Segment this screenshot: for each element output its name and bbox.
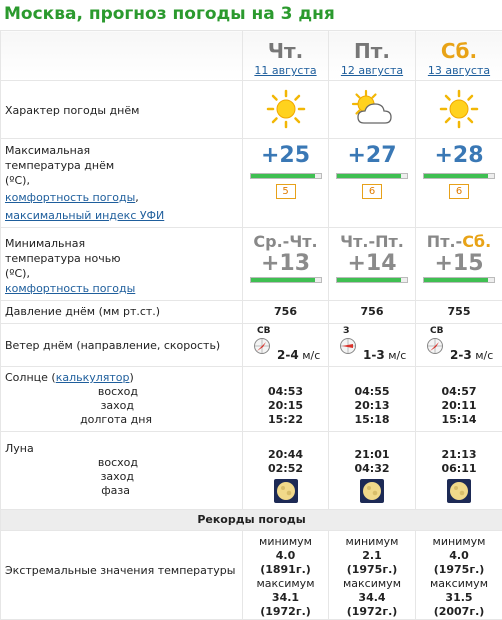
- sunset-time: 20:13: [329, 399, 415, 413]
- max-temp-cell-0: [243, 139, 329, 228]
- moon-cell-0: [243, 432, 329, 510]
- moon-phase-icon: [274, 479, 298, 503]
- max-temp-value: +27: [329, 143, 415, 169]
- moon-times: [416, 448, 502, 476]
- wind-direction: З: [343, 326, 349, 336]
- row-label-pressure: Давление днём (мм рт.ст.): [1, 301, 243, 324]
- day-date-link[interactable]: 13 августа: [416, 63, 502, 79]
- moon-times: [329, 448, 415, 476]
- daylength-value: 15:14: [416, 413, 502, 427]
- page-title: Москва, прогноз погоды на 3 дня: [4, 4, 335, 24]
- comfort-bar-night: [250, 277, 322, 283]
- day-name: Пт.: [329, 39, 415, 63]
- moonset-label: заход: [5, 470, 238, 484]
- wind-direction: СВ: [430, 326, 443, 336]
- day-header-1: [329, 31, 416, 81]
- min-temp-cell-0: [243, 228, 329, 301]
- day-name: Сб.: [416, 39, 502, 63]
- wind-direction: СВ: [257, 326, 270, 336]
- day-date-link[interactable]: 12 августа: [329, 63, 415, 79]
- min-temp-label: Минимальная температура ночью (ºC),: [5, 236, 140, 281]
- day-date-link[interactable]: 11 августа: [243, 63, 328, 79]
- sunset-time: 20:15: [243, 399, 328, 413]
- wind-cell-0: [243, 324, 329, 367]
- night-span: Чт.-Пт.: [329, 232, 415, 252]
- record-max-value: 34.1: [272, 591, 299, 604]
- min-temp-value: +14: [329, 252, 415, 276]
- comfort-bar: [423, 173, 495, 179]
- wind-compass-icon: [426, 337, 444, 355]
- moonrise-label: восход: [5, 456, 238, 470]
- moon-label: Луна: [5, 442, 238, 456]
- record-min-label: минимум: [416, 535, 502, 549]
- comfort-bar-fill: [251, 174, 315, 178]
- record-cell-0: [243, 531, 329, 620]
- record-cell-1: [329, 531, 416, 620]
- daylength-label: долгота дня: [5, 413, 238, 427]
- comfort-bar-fill: [424, 174, 488, 178]
- wind-cell-1: [329, 324, 416, 367]
- sun-icon: [439, 89, 479, 129]
- min-temp-value: +15: [416, 252, 502, 276]
- record-min-label: минимум: [329, 535, 415, 549]
- pressure-value: 756: [329, 301, 416, 324]
- max-temp-cell-1: [329, 139, 416, 228]
- min-temp-value: +13: [243, 252, 328, 276]
- wind-cell-2: [416, 324, 502, 367]
- comfort-bar-night: [423, 277, 495, 283]
- daylength-value: 15:22: [243, 413, 328, 427]
- wind-compass-icon: [253, 337, 271, 355]
- daylength-value: 15:18: [329, 413, 415, 427]
- sun-cell-1: [329, 367, 416, 432]
- sunrise-time: 04:53: [243, 385, 328, 399]
- weather-cell-2: [416, 81, 502, 139]
- sun-cell-2: [416, 367, 502, 432]
- weather-cell-1: [329, 81, 416, 139]
- day-name: Чт.: [243, 39, 328, 63]
- sun-icon: [266, 89, 306, 129]
- sun-calculator-link[interactable]: калькулятор: [56, 371, 130, 384]
- max-temp-label: Максимальная температура днём (ºC),: [5, 143, 140, 188]
- moon-phase-icon: [360, 479, 384, 503]
- moon-times: [243, 448, 328, 476]
- record-cell-2: [416, 531, 502, 620]
- sun-cell-0: [243, 367, 329, 432]
- record-max-year: (1972г.): [260, 605, 311, 618]
- row-label-wind: Ветер днём (направление, скорость): [1, 324, 243, 367]
- uvi-badge: 6: [362, 184, 382, 199]
- record-max-value: 34.4: [358, 591, 385, 604]
- record-max-year: (2007г.): [434, 605, 485, 618]
- header-empty-cell: [1, 31, 243, 81]
- comfort-bar-fill: [337, 174, 401, 178]
- comfort-link[interactable]: комфортность погоды: [5, 191, 135, 204]
- sunrise-time: 04:57: [416, 385, 502, 399]
- comfort-link-night[interactable]: комфортность погоды: [5, 282, 135, 295]
- phase-label: фаза: [5, 484, 238, 498]
- row-label-max-temp: [1, 139, 243, 228]
- record-max-label: максимум: [416, 577, 502, 591]
- record-min-value: 2.1: [362, 549, 382, 562]
- day-header-2: [416, 31, 502, 81]
- record-min-label: минимум: [243, 535, 328, 549]
- comfort-comma: ,: [135, 191, 139, 204]
- record-min-year: (1975г.): [347, 563, 398, 576]
- min-temp-cell-2: [416, 228, 502, 301]
- record-min-year: (1975г.): [434, 563, 485, 576]
- wind-compass-icon: [339, 337, 357, 355]
- records-header: Рекорды погоды: [1, 510, 502, 531]
- wind-speed: 1-3 м/с: [363, 348, 406, 362]
- comfort-bar-fill: [337, 278, 401, 282]
- comfort-bar-night: [336, 277, 408, 283]
- max-temp-value: +28: [416, 143, 502, 169]
- records-label: Экстремальные значения температуры: [1, 531, 243, 620]
- sunset-label: заход: [5, 399, 238, 413]
- comfort-bar-fill: [424, 278, 488, 282]
- sunset-time: 20:11: [416, 399, 502, 413]
- record-min-value: 4.0: [449, 549, 469, 562]
- pressure-value: 755: [416, 301, 502, 324]
- night-span: Ср.-Чт.: [243, 232, 328, 252]
- day-header-0: [243, 31, 329, 81]
- row-label-min-temp: [1, 228, 243, 301]
- record-max-value: 31.5: [445, 591, 472, 604]
- moon-cell-1: [329, 432, 416, 510]
- record-max-label: максимум: [243, 577, 328, 591]
- record-max-label: максимум: [329, 577, 415, 591]
- moon-phase-icon: [447, 479, 471, 503]
- moonset-time: 02:52: [243, 462, 328, 476]
- moonrise-time: 21:13: [416, 448, 502, 462]
- row-label-sun: Солнце (калькулятор) восход заход долгота дня: [1, 367, 243, 432]
- min-temp-cell-1: [329, 228, 416, 301]
- wind-speed: 2-3 м/с: [450, 348, 493, 362]
- forecast-table: [0, 30, 502, 620]
- max-temp-cell-2: [416, 139, 502, 228]
- sunrise-label: восход: [5, 385, 238, 399]
- moonrise-time: 21:01: [329, 448, 415, 462]
- partly-cloudy-icon: [350, 89, 394, 129]
- max-temp-value: +25: [243, 143, 328, 169]
- uvi-badge: 6: [449, 184, 469, 199]
- record-min-value: 4.0: [276, 549, 296, 562]
- comfort-bar: [250, 173, 322, 179]
- row-label-weather: Характер погоды днём: [1, 81, 243, 139]
- moonset-time: 06:11: [416, 462, 502, 476]
- comfort-bar-fill: [251, 278, 315, 282]
- record-min-year: (1891г.): [260, 563, 311, 576]
- comfort-bar: [336, 173, 408, 179]
- sunrise-time: 04:55: [329, 385, 415, 399]
- pressure-value: 756: [243, 301, 329, 324]
- uvi-badge: 5: [276, 184, 296, 199]
- row-label-moon: [1, 432, 243, 510]
- moonset-time: 04:32: [329, 462, 415, 476]
- moonrise-time: 20:44: [243, 448, 328, 462]
- moon-cell-2: [416, 432, 502, 510]
- night-span: Пт.-Сб.: [416, 232, 502, 252]
- record-max-year: (1972г.): [347, 605, 398, 618]
- weather-cell-0: [243, 81, 329, 139]
- uvi-link[interactable]: максимальный индекс УФИ: [5, 209, 164, 222]
- wind-speed: 2-4 м/с: [277, 348, 320, 362]
